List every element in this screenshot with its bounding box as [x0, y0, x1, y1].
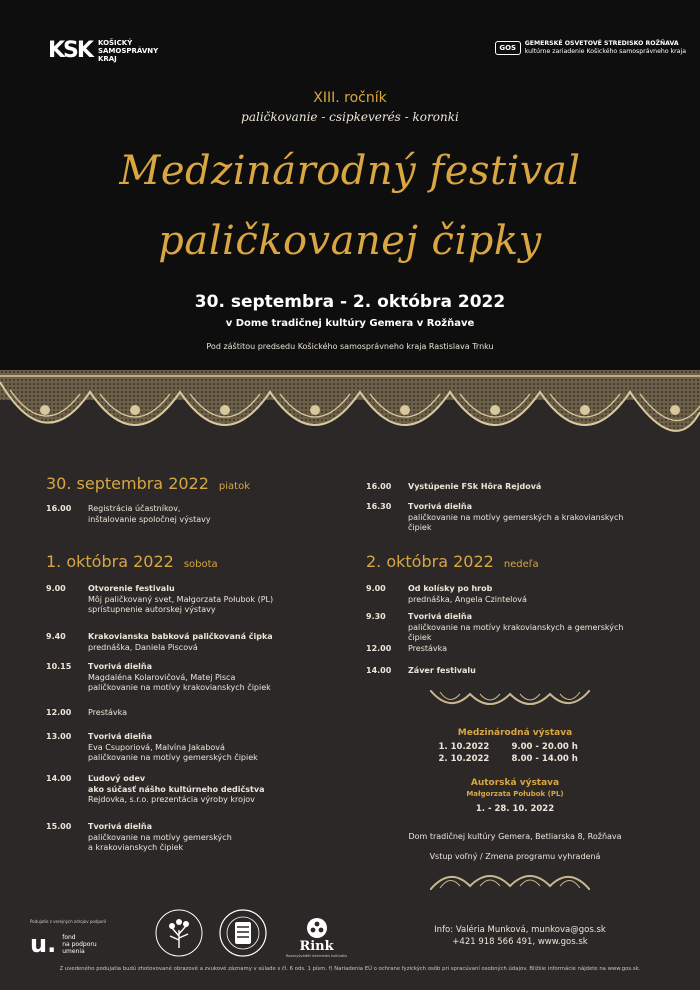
- day1-weekday: piatok: [218, 481, 251, 492]
- schedule-line: Od kolísky po hrob: [408, 584, 493, 593]
- schedule-description: [408, 644, 648, 655]
- day3-title: [366, 552, 539, 571]
- entry-note: Vstup voľný / Zmena programu vyhradená: [429, 852, 601, 861]
- gos-line2: kultúrne zariadenie Košického samosprávneho kraja: [524, 48, 686, 55]
- schedule-line: paličkovanie na motívy krakovianskych čipiek: [88, 683, 271, 692]
- schedule-line: prednáška, Daniela Piscová: [88, 642, 198, 652]
- patronage: Pod záštitou predsedu Košického samosprávneho kraja Rastislava Trnku: [206, 342, 494, 351]
- schedule-time: 14.00: [46, 774, 72, 783]
- schedule-description: [408, 612, 648, 644]
- edition: XIII. ročník: [313, 90, 387, 106]
- dom-tradicnej-kultury-seal[interactable]: [154, 908, 204, 958]
- schedule-description: [88, 708, 328, 719]
- schedule-description: [88, 822, 328, 854]
- gos-round-seal[interactable]: [218, 908, 268, 958]
- title-line1: Medzinárodný festival: [119, 148, 581, 194]
- ksk-line: KOŠICKÝ: [97, 38, 133, 47]
- schedule-time: 9.00: [46, 584, 66, 593]
- schedule-line: Otvorenie festivalu: [88, 584, 175, 593]
- lace-ornament-top: [430, 690, 590, 714]
- schedule-line: Prestávka: [88, 708, 128, 717]
- schedule-description: [408, 482, 648, 493]
- schedule-time: 10.15: [46, 662, 72, 671]
- fpu-line: na podporu: [62, 940, 97, 948]
- festival-dates: 30. septembra - 2. októbra 2022: [194, 292, 506, 312]
- ksk-line: SAMOSPRÁVNY: [97, 46, 159, 55]
- sponsor-logos: [30, 898, 347, 958]
- schedule-line: a krakovianskych čipiek: [88, 843, 184, 852]
- gos-text: [525, 40, 686, 56]
- intl-row-hours: 8.00 - 14.00 h: [511, 754, 578, 764]
- schedule-line: Tvorivá dielňa: [408, 612, 472, 621]
- schedule-time: 16.00: [46, 504, 72, 513]
- schedule-line: paličkovanie na motívy krakovianskych a gemerských čipiek: [408, 622, 624, 642]
- gos-logo[interactable]: [495, 40, 686, 56]
- schedule-line: inštalovanie spoločnej výstavy: [88, 514, 211, 524]
- day1-date: 30. septembra 2022: [46, 474, 209, 493]
- fpu-mark-group: [30, 930, 140, 958]
- schedule-description: [88, 584, 328, 616]
- day2-title: [46, 552, 218, 571]
- schedule-time: 9.40: [46, 632, 66, 641]
- intl-row: [355, 754, 675, 764]
- gdpr-disclaimer: Z uvedeného podujatia budú zhotovované obrazové a zvukové záznamy v súlade s čl. 6 ods. 1 písm. f) Nariadenia EÚ o ochrane fyzických osôb pri spracúvaní osobných údajov. Bližšie informácie nájdete na www.gos.sk.: [59, 966, 641, 972]
- intl-row-date: 2. 10.2022: [438, 754, 490, 764]
- lace-ornament-bottom: [430, 866, 590, 890]
- schedule-time: 9.30: [366, 612, 386, 621]
- schedule-time: 9.00: [366, 584, 386, 593]
- lace-border-image: [0, 370, 700, 460]
- intl-row: [355, 742, 675, 752]
- ksk-logo[interactable]: [48, 38, 158, 63]
- schedule-line: Záver festivalu: [408, 666, 476, 675]
- author-exhibition-title: Autorská výstava: [470, 778, 560, 788]
- title-line2: paličkovanej čipky: [158, 218, 542, 264]
- schedule-time: 15.00: [46, 822, 72, 831]
- fpu-line: umenia: [62, 947, 85, 955]
- schedule-description: [88, 732, 328, 764]
- fpu-caption: Podujatie z verejných zdrojov podporil: [30, 919, 107, 924]
- schedule-line: Prestávka: [408, 644, 448, 653]
- gos-mark: GOS: [495, 41, 521, 55]
- fpu-mark: u.: [30, 930, 57, 958]
- rink-emblem-icon: [306, 917, 328, 939]
- crafts-subtitle: paličkovanie - csipkeverés - koronki: [241, 110, 459, 124]
- schedule-time: 12.00: [46, 708, 72, 717]
- schedule-description: [88, 504, 328, 525]
- rink-subtitle: Rozsnyóvidéki Internetes kultúrális: [286, 954, 348, 958]
- author-name: Małgorzata Połubok (PL): [466, 790, 564, 798]
- schedule-description: [88, 774, 328, 806]
- ksk-text: [98, 39, 158, 63]
- contact-info: [420, 924, 620, 948]
- intl-row-hours: 9.00 - 20.00 h: [511, 742, 578, 752]
- day3-date: 2. októbra 2022: [366, 552, 494, 571]
- rink-title: Rink: [299, 939, 334, 954]
- schedule-time: 16.00: [366, 482, 392, 491]
- schedule-line: Tvorivá dielňa: [408, 502, 472, 511]
- day2-weekday: sobota: [183, 559, 218, 570]
- intl-exhibition-title: Medzinárodná výstava: [457, 728, 573, 738]
- schedule-line: sprístupnenie autorskej výstavy: [88, 605, 216, 614]
- schedule-line: paličkovanie na motívy gemerských a krakovianskych čipiek: [408, 512, 624, 532]
- schedule-line: Tvorivá dielňa: [88, 662, 152, 671]
- author-dates: 1. - 28. 10. 2022: [475, 804, 555, 814]
- ksk-mark: KSK: [48, 38, 92, 63]
- schedule-description: [408, 584, 648, 605]
- schedule-line: paličkovanie na motívy gemerských: [88, 832, 232, 842]
- schedule-description: [88, 632, 328, 653]
- venue-address: Dom tradičnej kultúry Gemera, Betliarska 8, Rožňava: [408, 832, 622, 841]
- schedule-time: 16.30: [366, 502, 392, 511]
- schedule-line: prednáška, Angela Czintelová: [408, 594, 527, 604]
- intl-exhibition: [355, 728, 675, 764]
- schedule-line: Rejdovka, s.r.o. prezentácia výroby krojov: [88, 795, 255, 804]
- schedule-time: 13.00: [46, 732, 72, 741]
- day1-title: [46, 474, 250, 493]
- fpu-line: fond: [62, 933, 76, 941]
- schedule-line: Krakovianska babková paličkovaná čipka: [88, 632, 273, 641]
- schedule-line: Vystúpenie FSk Hôra Rejdová: [408, 482, 542, 491]
- schedule-line: Tvorivá dielňa: [88, 732, 152, 741]
- schedule-line: Magdaléna Kolarovičová, Matej Pisca: [88, 672, 236, 682]
- schedule-description: [408, 666, 648, 677]
- rink-logo[interactable]: [286, 917, 347, 958]
- schedule-description: [408, 502, 648, 534]
- schedule-line: Tvorivá dielňa: [88, 822, 152, 831]
- schedule-description: [88, 662, 328, 694]
- schedule-line: ako súčasť nášho kultúrneho dedičstva: [88, 784, 265, 794]
- fpu-logo[interactable]: [30, 919, 140, 958]
- ksk-line: KRAJ: [97, 54, 117, 63]
- schedule-line: Registrácia účastníkov,: [88, 504, 181, 513]
- schedule-line: Ľudový odev: [88, 774, 146, 783]
- festival-venue: v Dome tradičnej kultúry Gemera v Rožňave: [225, 318, 475, 329]
- contact-line2[interactable]: +421 918 566 491, www.gos.sk: [452, 937, 588, 947]
- intl-row-date: 1. 10.2022: [438, 742, 490, 752]
- schedule-line: Môj paličkovaný svet, Małgorzata Połubok (PL): [88, 594, 274, 604]
- gos-line1: GEMERSKÉ OSVETOVÉ STREDISKO ROŽŇAVA: [524, 40, 679, 47]
- schedule-line: paličkovanie na motívy gemerských čipiek: [88, 753, 258, 762]
- schedule-line: Eva Csuporiová, Malvína Jakabová: [88, 742, 225, 752]
- schedule-time: 14.00: [366, 666, 392, 675]
- day3-weekday: nedeľa: [503, 559, 539, 570]
- fpu-text: [62, 934, 96, 955]
- day2-date: 1. októbra 2022: [46, 552, 174, 571]
- author-exhibition: [355, 778, 675, 814]
- schedule-time: 12.00: [366, 644, 392, 653]
- contact-line1[interactable]: Info: Valéria Munková, munkova@gos.sk: [434, 925, 606, 935]
